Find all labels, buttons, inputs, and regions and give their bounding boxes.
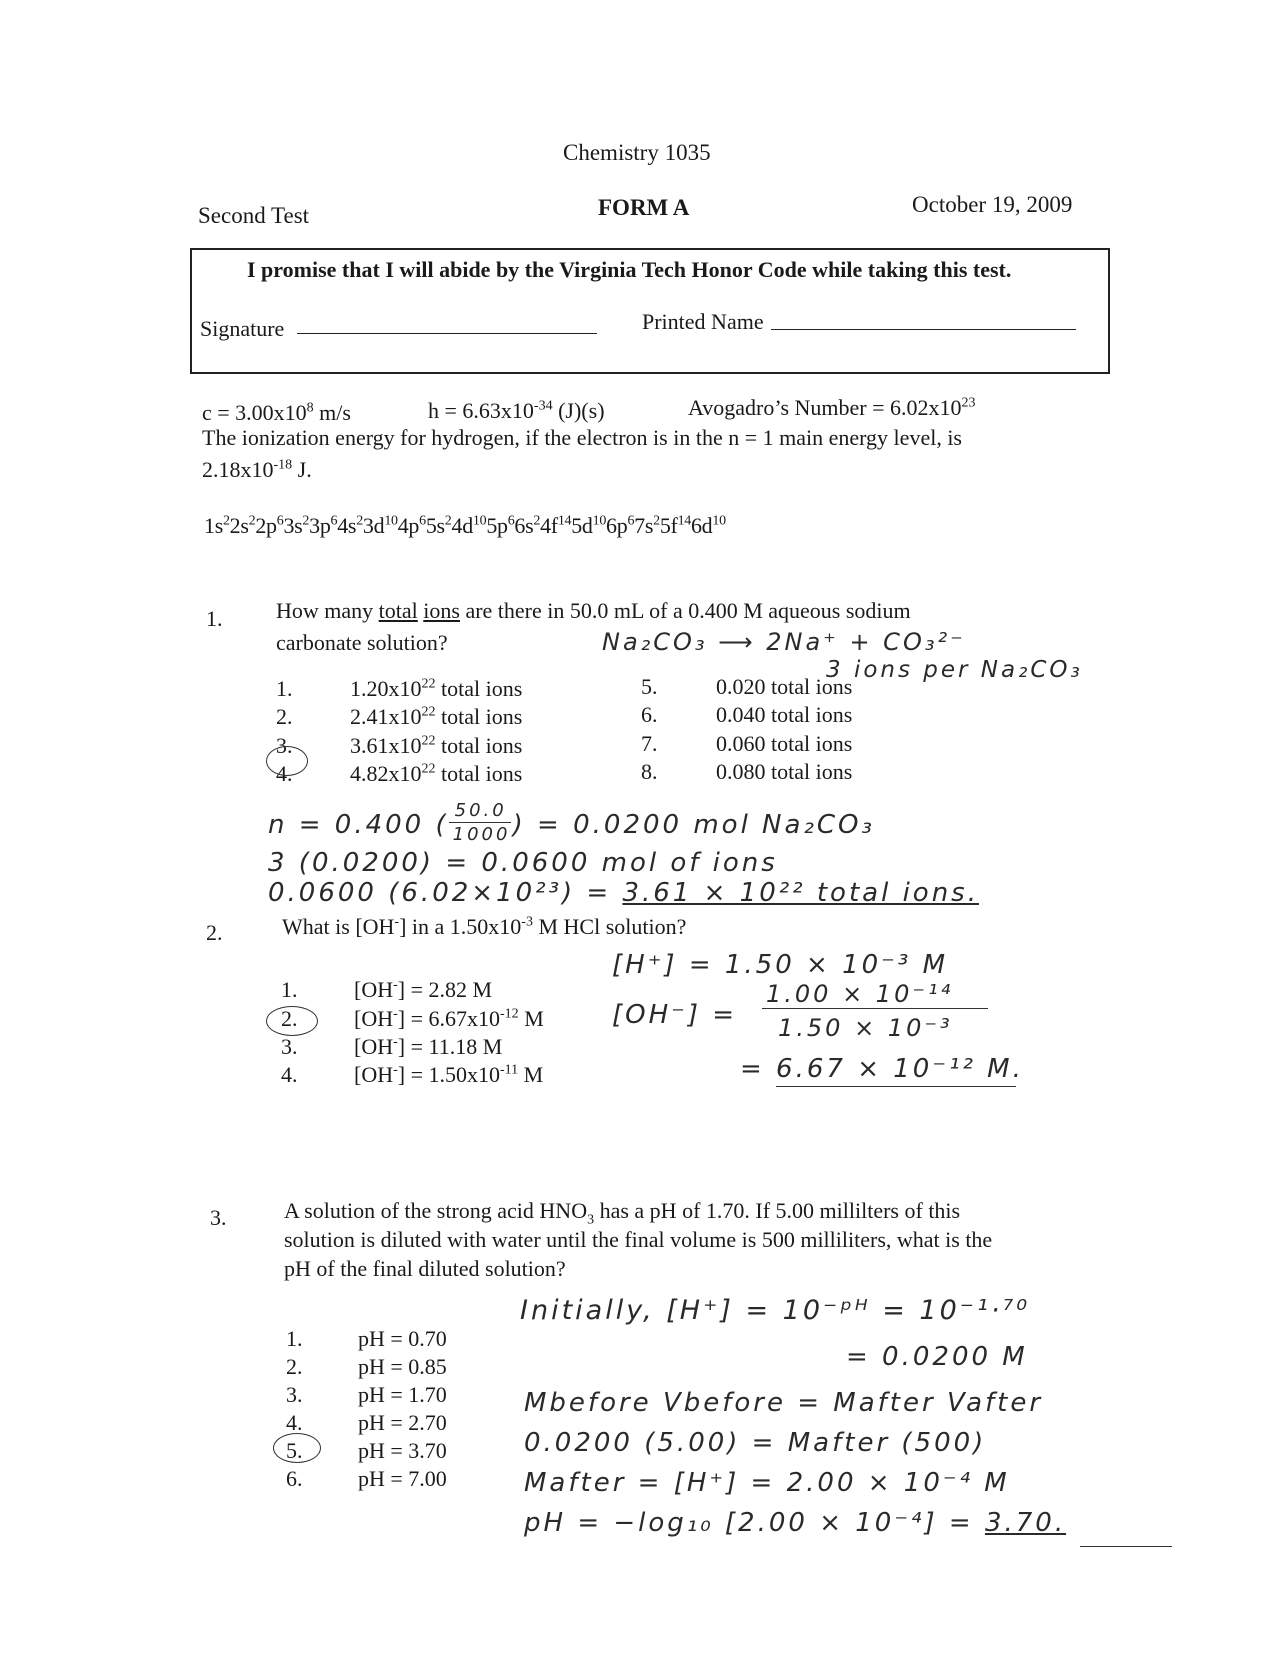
q2-hw-h-concentration: [H⁺] = 1.50 × 10⁻³ M	[612, 950, 949, 980]
q2-option-number: 4.	[281, 1062, 298, 1087]
q2-hw-denominator: 1.50 × 10⁻³	[778, 1014, 953, 1042]
q3-option-number: 2.	[286, 1354, 303, 1379]
q1-option-number: 2.	[276, 704, 293, 729]
q2-hw-oh-label: [OH⁻] =	[612, 1000, 738, 1030]
q3-option[interactable]: pH = 3.70	[358, 1438, 447, 1463]
orbital-term: $7s^2$	[634, 513, 660, 538]
q2-number: 2.	[206, 920, 223, 945]
q3-option-number: 3.	[286, 1382, 303, 1407]
q1-hw-ions-per-formula: 3 ions per Na₂CO₃	[826, 657, 1083, 683]
q1-answer-circle	[266, 746, 308, 776]
orbital-term: $6p^6$	[606, 513, 635, 538]
q3-text-line3: pH of the final diluted solution?	[284, 1256, 566, 1281]
q1-number: 1.	[206, 606, 223, 631]
q1-hw-ion-moles: 3 (0.0200) = 0.0600 mol of ions	[268, 848, 778, 878]
q2-hw-fraction-bar	[762, 1008, 988, 1009]
q3-hw-dilution-values: 0.0200 (5.00) = Mafter (500)	[524, 1428, 987, 1458]
q2-option-number: 2.	[281, 1006, 298, 1031]
printed-name-label: Printed Name	[642, 309, 764, 334]
honor-pledge: I promise that I will abide by the Virginia Tech Honor Code while taking this test.	[247, 257, 1012, 282]
planck-constant: $h = 6.63x10^{-34}$ (J)(s)	[428, 398, 605, 423]
q2-hw-numerator: 1.00 × 10⁻¹⁴	[766, 980, 954, 1008]
q1-option[interactable]: $1.20x10^{22}$ total ions	[350, 676, 523, 701]
orbital-term: $4s^2$	[337, 513, 363, 538]
q1-option[interactable]: 0.040 total ions	[716, 702, 853, 727]
test-name: Second Test	[198, 203, 310, 228]
q1-option[interactable]: $2.41x10^{22}$ total ions	[350, 704, 523, 729]
q3-number: 3.	[210, 1205, 227, 1230]
q2-option[interactable]: $[OH^-] = 6.67x10^{-12}$ M	[354, 1006, 544, 1031]
orbital-term: $3p^6$	[309, 513, 338, 538]
orbital-term: $5d^{10}$	[571, 513, 607, 538]
q3-hw-ph: pH = −log₁₀ [2.00 × 10⁻⁴] = 3.70.	[524, 1508, 1067, 1538]
q1-text-line2: carbonate solution?	[276, 630, 448, 655]
test-date: October 19, 2009	[912, 192, 1073, 217]
orbital-term: $3s^2$	[283, 513, 310, 538]
printed-name-blank[interactable]	[771, 329, 1076, 330]
avogadro-number: Avogadro’s Number = $6.02x10^{23}$	[688, 395, 976, 420]
q3-option-number: 6.	[286, 1466, 303, 1491]
q1-hw-total-ions: 0.0600 (6.02×10²³) = 3.61 × 10²² total ions.	[268, 878, 979, 908]
q2-hw-answer: = 6.67 × 10⁻¹² M.	[740, 1054, 1024, 1084]
q1-option[interactable]: 0.060 total ions	[716, 731, 853, 756]
orbital-term: $5s^2$	[425, 513, 452, 538]
q3-option[interactable]: pH = 7.00	[358, 1466, 447, 1491]
q3-option[interactable]: pH = 1.70	[358, 1382, 447, 1407]
orbital-term: $5p^6$	[486, 513, 515, 538]
q1-text: How many total ions are there in 50.0 mL of a 0.400 M aqueous sodium	[276, 598, 911, 623]
q1-option[interactable]: 0.020 total ions	[716, 674, 853, 699]
q3-answer-circle	[273, 1433, 321, 1463]
q1-option-number: 5.	[641, 674, 658, 699]
form-label: FORM A	[598, 195, 690, 220]
q3-hw-dilution-formula: Mbefore Vbefore = Mafter Vafter	[524, 1388, 1044, 1418]
q3-option-number: 5.	[286, 1438, 303, 1463]
orbital-term: $4d^{10}$	[451, 513, 487, 538]
ionization-energy-text: The ionization energy for hydrogen, if the electron is in the n = 1 main energy level, is	[202, 425, 962, 450]
q3-option[interactable]: pH = 0.85	[358, 1354, 447, 1379]
q2-option[interactable]: [OH-] = 11.18 M	[354, 1034, 503, 1059]
q3-hw-initial: Initially, [H⁺] = 10⁻ᵖᴴ = 10⁻¹·⁷⁰	[520, 1295, 1031, 1326]
q3-option[interactable]: pH = 2.70	[358, 1410, 447, 1435]
orbital-term: $5f^{14}$	[659, 513, 691, 538]
speed-of-light: $c = 3.00x10^8$ m/s	[202, 400, 351, 425]
orbital-term: $2p^6$	[255, 513, 284, 538]
orbital-term: $1s^2$	[204, 513, 230, 538]
q2-text: What is [OH-] in a $1.50x10^{-3}$ M HCl solution?	[282, 914, 687, 939]
ionization-energy-value: $2.18x10^{-18}$ J.	[202, 457, 312, 482]
signature-label: Signature	[200, 316, 285, 341]
q1-option[interactable]: 0.080 total ions	[716, 759, 853, 784]
q3-option[interactable]: pH = 0.70	[358, 1326, 447, 1351]
q1-option-number: 3.	[276, 733, 293, 758]
course-title: Chemistry 1035	[563, 140, 711, 165]
q2-option-number: 3.	[281, 1034, 298, 1059]
q1-option-number: 4.	[276, 761, 293, 786]
orbital-term: $6s^2$	[514, 513, 541, 538]
q1-option[interactable]: $3.61x10^{22}$ total ions	[350, 733, 523, 758]
q1-hw-moles: n = 0.400 ( $\frac{50.0}{1000}$ ) = 0.0200 mol Na₂CO₃	[268, 799, 875, 845]
orbital-term: $4f^{14}$	[540, 513, 572, 538]
orbital-term: $6d^{10}$	[690, 513, 726, 538]
q2-option[interactable]: [OH-] = 2.82 M	[354, 977, 493, 1002]
orbital-filling-order	[204, 513, 726, 539]
q3-hw-final-concentration: Mafter = [H⁺] = 2.00 × 10⁻⁴ M	[524, 1468, 1010, 1498]
q1-option-number: 7.	[641, 731, 658, 756]
q1-option-number: 8.	[641, 759, 658, 784]
q3-hw-answer-double-underline	[1080, 1546, 1172, 1547]
q1-option-number: 6.	[641, 702, 658, 727]
orbital-term: $4p^6$	[397, 513, 426, 538]
q3-option-number: 4.	[286, 1410, 303, 1435]
q1-hw-reaction: Na₂CO₃ ⟶ 2Na⁺ + CO₃²⁻	[602, 628, 966, 656]
orbital-term: $3d^{10}$	[362, 513, 398, 538]
q3-text-line1: A solution of the strong acid $HNO_3$ has a pH of 1.70. If 5.00 millilters of this	[284, 1198, 961, 1228]
q2-option[interactable]: $[OH^-] = 1.50x10^{-11}$ M	[354, 1062, 544, 1087]
q3-hw-initial-value: = 0.0200 M	[846, 1342, 1028, 1372]
signature-blank[interactable]	[297, 333, 597, 334]
orbital-term: $2s^2$	[229, 513, 256, 538]
q2-option-number: 1.	[281, 977, 298, 1002]
q3-option-number: 1.	[286, 1326, 303, 1351]
q3-text-line2: solution is diluted with water until the final volume is 500 milliliters, what is the	[284, 1227, 993, 1252]
q1-option[interactable]: $4.82x10^{22}$ total ions	[350, 761, 523, 786]
q2-answer-circle	[266, 1006, 318, 1036]
q2-hw-answer-underline	[776, 1086, 1016, 1087]
q1-option-number: 1.	[276, 676, 293, 701]
